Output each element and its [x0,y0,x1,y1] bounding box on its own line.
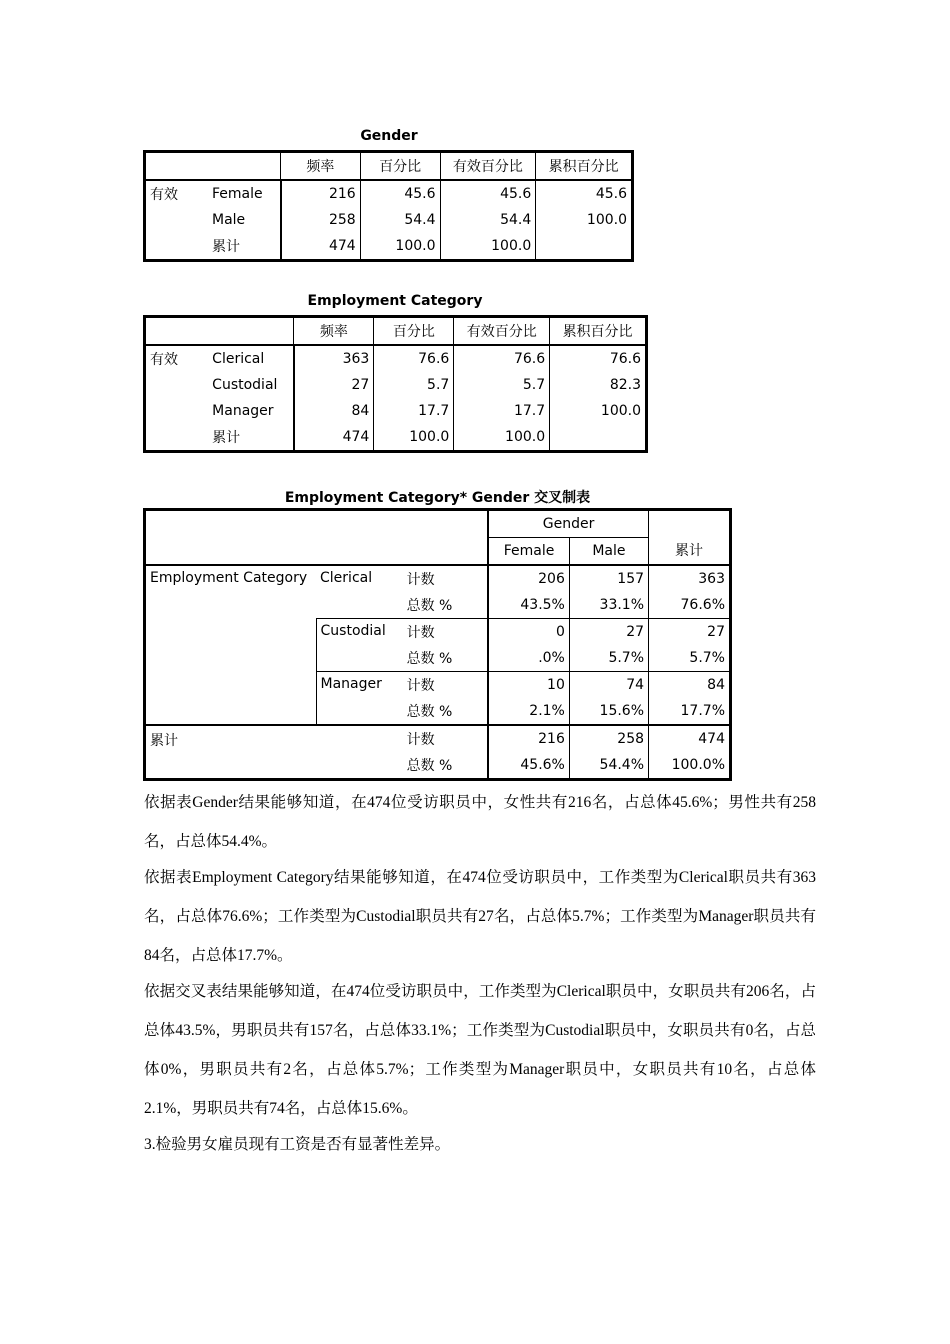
cell-valid-percent: 45.6 [440,180,536,207]
cell-male: 5.7% [569,645,648,672]
row-label: 累计 [212,430,241,446]
group-label: Clerical [316,565,403,619]
table-row [145,207,633,233]
cell-valid-percent: 76.6 [454,345,550,372]
section-heading-paragraph: 3.检验男女雇员现有工资是否有显著性差异。 [144,1136,451,1153]
cell-frequency: 363 [294,345,374,372]
group-label: Manager [316,672,403,726]
table-row [145,180,633,207]
cell-percent: 100.0 [360,233,440,261]
total-row-label: 累计 [145,725,403,780]
header-percent: 百分比 [360,152,440,181]
cell-total: 84 [649,672,731,699]
cell-percent: 45.6 [360,180,440,207]
cell-valid-percent: 54.4 [440,207,536,233]
cell-valid-percent: 100.0 [454,424,550,452]
stat-label: 总数 % [406,651,453,667]
row-variable-label: Employment Category [145,565,317,725]
header-female: Female [488,538,569,566]
crosstab-title: Employment Category* Gender 交叉制表 [284,490,591,506]
header-frequency: 频率 [294,317,374,346]
table-header-row [145,152,633,181]
stat-label: 计数 [403,565,489,592]
group-label: 有效 [150,352,178,368]
cell-cumulative-percent [536,233,633,261]
table-row [145,372,647,398]
row-label: Custodial [212,377,278,393]
cell-female: 206 [488,565,569,592]
cell-frequency: 474 [294,424,374,452]
table-header-row [145,317,647,346]
table-row [145,565,731,592]
gender-summary-paragraph: 依据表Gender结果能够知道，在474位受访职员中，女性共有216名，占总体45.6%；男性共有258名，占总体54.4%。 [144,794,816,850]
stat-label: 总数 % [406,758,453,774]
cell-cumulative-percent: 76.6 [550,345,647,372]
cell-percent: 54.4 [360,207,440,233]
stat-label: 总数 % [406,598,453,614]
cell-male: 54.4% [569,752,648,780]
cell-cumulative-percent: 45.6 [536,180,633,207]
row-label: Clerical [212,351,265,367]
header-valid-percent: 有效百分比 [454,317,550,346]
gender-table-title: Gender [360,128,418,144]
table-row [145,398,647,424]
row-label: Male [212,212,246,228]
cell-total: 76.6% [649,592,731,619]
group-label: 有效 [150,187,178,203]
cell-percent: 76.6 [374,345,454,372]
cell-total: 363 [649,565,731,592]
crosstab-summary-paragraph: 依据交叉表结果能够知道，在474位受访职员中，工作类型为Clerical职员中，女职员共有206名，占总体43.5%，男职员共有157名，占总体33.1%；工作类型为Custodial职员中，女职员共有0名，占总体0%，男职员共有2名，占总体5.7%；工作类型为Manager职员中，女职员共有10名，占总体2.1%，男职员共有74名，占总体15.6%。 [144,983,816,1117]
cell-total: 5.7% [649,645,731,672]
cell-male: 157 [569,565,648,592]
cell-percent: 17.7 [374,398,454,424]
cell-percent: 5.7 [374,372,454,398]
cell-total: 100.0% [649,752,731,780]
table-row [145,725,731,752]
gender-frequency-table [143,150,634,262]
cell-total: 27 [649,619,731,646]
stat-label: 计数 [403,725,489,752]
header-cumulative-percent: 累积百分比 [536,152,633,181]
cell-male: 258 [569,725,648,752]
cell-female: 10 [488,672,569,699]
cell-total: 474 [649,725,731,752]
cell-female: 45.6% [488,752,569,780]
cell-male: 15.6% [569,698,648,725]
stat-label: 计数 [403,619,489,646]
header-frequency: 频率 [281,152,361,181]
employment-frequency-table [143,315,648,453]
header-cumulative-percent: 累积百分比 [550,317,647,346]
row-label: Female [212,186,263,202]
cell-male: 33.1% [569,592,648,619]
cell-female: 0 [488,619,569,646]
stat-label: 总数 % [406,704,453,720]
table-row [145,233,633,261]
cell-frequency: 258 [281,207,361,233]
cell-total: 17.7% [649,698,731,725]
cell-valid-percent: 5.7 [454,372,550,398]
header-gender: Gender [488,510,648,538]
cell-cumulative-percent: 82.3 [550,372,647,398]
cell-percent: 100.0 [374,424,454,452]
cell-cumulative-percent: 100.0 [550,398,647,424]
cell-female: 2.1% [488,698,569,725]
header-male: Male [569,538,648,566]
row-label: 累计 [212,239,240,255]
crosstab-header-row [145,510,731,538]
cell-valid-percent: 17.7 [454,398,550,424]
header-percent: 百分比 [374,317,454,346]
header-total: 累计 [649,510,731,566]
crosstab-table [143,508,732,781]
cell-frequency: 216 [281,180,361,207]
cell-valid-percent: 100.0 [440,233,536,261]
header-valid-percent: 有效百分比 [440,152,536,181]
cell-male: 74 [569,672,648,699]
cell-frequency: 84 [294,398,374,424]
cell-cumulative-percent [550,424,647,452]
cell-frequency: 474 [281,233,361,261]
cell-female: 216 [488,725,569,752]
cell-male: 27 [569,619,648,646]
stat-label: 计数 [403,672,489,699]
cell-frequency: 27 [294,372,374,398]
cell-female: .0% [488,645,569,672]
group-label: Custodial [316,619,403,672]
employment-table-title: Employment Category [307,293,483,309]
table-row [145,424,647,452]
employment-summary-paragraph: 依据表Employment Category结果能够知道，在474位受访职员中，工作类型为Clerical职员共有363名，占总体76.6%；工作类型为Custodial职员共有27名，占总体5.7%；工作类型为Manager职员共有84名，占总体17.7%。 [144,869,816,964]
table-row [145,345,647,372]
cell-female: 43.5% [488,592,569,619]
row-label: Manager [212,403,274,419]
cell-cumulative-percent: 100.0 [536,207,633,233]
